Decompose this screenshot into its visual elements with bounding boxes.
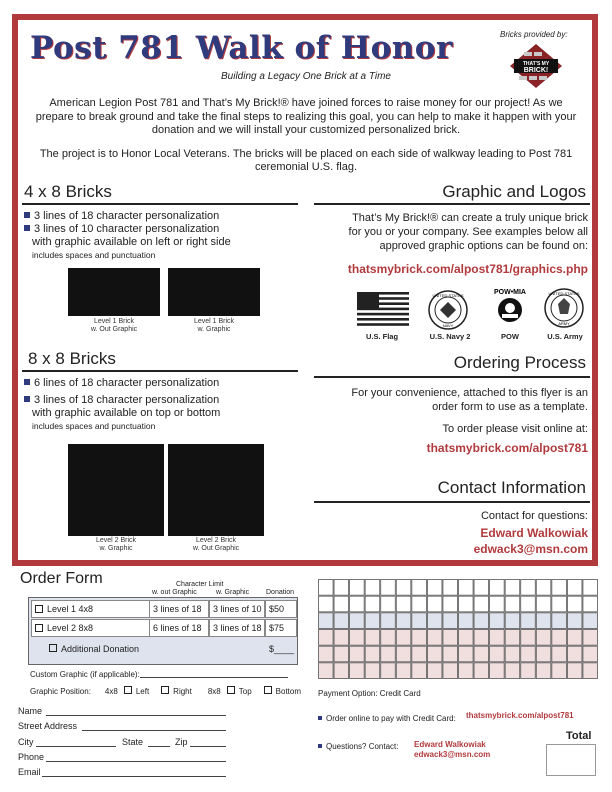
grid-cell[interactable]	[505, 580, 520, 596]
checkbox[interactable]	[124, 686, 132, 694]
state-label: State	[122, 737, 144, 747]
heading-graphics: Graphic and Logos	[442, 182, 586, 201]
additional-amount[interactable]: $____	[269, 644, 295, 654]
row-level1-with: 3 lines of 10	[209, 600, 265, 618]
grid-cell[interactable]	[505, 646, 520, 662]
grid-cell[interactable]	[443, 663, 458, 679]
bullet-text: 3 lines of 18 character personalization	[34, 210, 220, 222]
heading-ordering: Ordering Process	[453, 353, 586, 372]
online-order-link[interactable]: thatsmybrick.com/alpost781	[466, 711, 574, 720]
grid-cell[interactable]	[567, 613, 582, 629]
total-label: Total	[566, 730, 592, 742]
grid-cell[interactable]	[490, 596, 505, 612]
phone-field[interactable]	[46, 761, 226, 762]
navy-emblem-icon	[428, 290, 468, 330]
grid-cell[interactable]	[521, 596, 536, 612]
grid-cell[interactable]	[350, 663, 365, 679]
us-flag-icon	[357, 292, 409, 326]
row-level1-label[interactable]: Level 1 4x8	[31, 600, 175, 618]
brick-image-level1-no-graphic	[68, 268, 160, 316]
grid-cell[interactable]	[474, 596, 489, 612]
grid-cell[interactable]	[381, 580, 396, 596]
grid-cell[interactable]	[412, 613, 427, 629]
row-level2-label[interactable]: Level 2 8x8	[31, 619, 175, 637]
grid-cell[interactable]	[334, 646, 349, 662]
grid-cell[interactable]	[459, 613, 474, 629]
grid-cell[interactable]	[474, 630, 489, 646]
grid-cell[interactable]	[412, 663, 427, 679]
name-field[interactable]	[46, 715, 226, 716]
thats-my-brick-logo	[508, 42, 564, 90]
grid-cell[interactable]	[365, 613, 380, 629]
phone-label: Phone	[18, 752, 45, 762]
col-without-graphic: w. out Graphic	[152, 589, 197, 596]
grid-cell[interactable]	[427, 580, 442, 596]
grid-cell[interactable]	[490, 580, 505, 596]
grid-cell[interactable]	[396, 630, 411, 646]
row-level2-donation: $75	[265, 619, 297, 637]
grid-cell[interactable]	[521, 613, 536, 629]
brick-image-level1-graphic	[168, 268, 260, 316]
bullet-text: 3 lines of 18 character personalization	[34, 394, 220, 406]
grid-cell[interactable]	[459, 596, 474, 612]
grid-cell[interactable]	[567, 646, 582, 662]
bullet-text: 6 lines of 18 character personalization	[34, 377, 220, 389]
brick-caption: Level 2 Brick w. Out Graphic	[192, 537, 240, 552]
checkbox[interactable]	[35, 605, 43, 613]
note-text: includes spaces and punctuation	[32, 421, 156, 431]
grid-cell[interactable]	[521, 663, 536, 679]
bullet-square-icon	[24, 225, 30, 231]
grid-cell[interactable]	[365, 646, 380, 662]
grid-cell[interactable]	[490, 630, 505, 646]
grid-cell[interactable]	[443, 613, 458, 629]
row-level2-without: 6 lines of 18	[149, 619, 209, 637]
grid-cell[interactable]	[552, 580, 567, 596]
graphics-link[interactable]: thatsmybrick.com/alpost781/graphics.php	[347, 262, 588, 276]
additional-donation[interactable]: Additional Donation	[49, 644, 139, 654]
ordering-text: For your convenience, attached to this flyer is an order form to use as a template. To order please visit online at:	[351, 387, 588, 435]
provided-by-label: Bricks provided by:	[500, 30, 568, 39]
grid-cell[interactable]	[396, 596, 411, 612]
grid-cell[interactable]	[365, 630, 380, 646]
contact-name: Edward Walkowiak	[480, 526, 588, 540]
zip-field[interactable]	[190, 746, 226, 747]
contact-text: Contact for questions:	[480, 510, 588, 522]
bullets-4x8	[24, 210, 294, 262]
grid-cell[interactable]	[412, 580, 427, 596]
graphic-position-row: Graphic Position: 4x8 Left Right 8x8 Top Bottom	[30, 686, 302, 696]
subtitle: Building a Legacy One Brick at a Time	[221, 71, 391, 82]
grid-cell[interactable]	[474, 580, 489, 596]
grid-cell[interactable]	[381, 646, 396, 662]
grid-cell[interactable]	[521, 580, 536, 596]
questions-name: Edward Walkowiak	[414, 740, 486, 749]
grid-cell[interactable]	[396, 663, 411, 679]
grid-cell[interactable]	[490, 613, 505, 629]
grid-cell[interactable]	[536, 613, 551, 629]
checkbox[interactable]	[264, 686, 272, 694]
divider	[314, 203, 590, 205]
brick-caption: Level 2 Brick w. Graphic	[95, 537, 137, 552]
grid-cell[interactable]	[552, 630, 567, 646]
grid-cell[interactable]	[552, 613, 567, 629]
grid-cell[interactable]	[334, 613, 349, 629]
grid-cell[interactable]	[427, 630, 442, 646]
heading-4x8: 4 x 8 Bricks	[24, 182, 112, 201]
grid-cell[interactable]	[396, 580, 411, 596]
grid-cell[interactable]	[412, 646, 427, 662]
logo-text-line1: THAT'S MY	[522, 61, 550, 67]
divider	[22, 370, 298, 372]
grid-cell[interactable]	[583, 596, 598, 612]
grid-cell[interactable]	[381, 596, 396, 612]
questions-text: Questions? Contact:	[318, 740, 398, 753]
bullets-8x8	[24, 377, 294, 433]
grid-cell[interactable]	[334, 663, 349, 679]
ordering-link[interactable]: thatsmybrick.com/alpost781	[426, 441, 588, 455]
grid-cell[interactable]	[381, 663, 396, 679]
grid-cell[interactable]	[412, 630, 427, 646]
custom-graphic-label: Custom Graphic (if applicable):	[30, 670, 140, 679]
grid-cell[interactable]	[459, 646, 474, 662]
email-label: Email	[18, 767, 41, 777]
grid-cell[interactable]	[552, 596, 567, 612]
brick-caption: Level 1 Brick w. Out Graphic	[90, 318, 138, 333]
grid-cell[interactable]	[319, 630, 334, 646]
street-field[interactable]	[82, 730, 226, 731]
name-label: Name	[18, 706, 43, 716]
bullet-text-continued: with graphic available on left or right side	[32, 236, 231, 248]
grid-cell[interactable]	[319, 580, 334, 596]
grid-cell[interactable]	[567, 580, 582, 596]
army-ring-text: UNITED STATES	[548, 291, 580, 296]
email-field[interactable]	[42, 776, 226, 777]
grid-cell[interactable]	[365, 580, 380, 596]
grid-cell[interactable]	[459, 580, 474, 596]
total-field[interactable]	[546, 744, 596, 776]
pow-mia-icon	[492, 286, 528, 328]
grid-cell[interactable]	[350, 580, 365, 596]
payment-option: Payment Option: Credit Card	[318, 689, 421, 698]
col-with-graphic: w. Graphic	[216, 589, 250, 596]
grid-cell[interactable]	[583, 646, 598, 662]
grid-cell[interactable]	[552, 663, 567, 679]
grid-cell[interactable]	[536, 580, 551, 596]
grid-cell[interactable]	[427, 663, 442, 679]
grid-cell[interactable]	[396, 646, 411, 662]
navy-word-text: NAVY	[442, 323, 454, 328]
questions-email[interactable]: edwack3@msn.com	[414, 750, 491, 759]
divider	[314, 376, 590, 378]
grid-cell[interactable]	[490, 663, 505, 679]
grid-cell[interactable]	[350, 646, 365, 662]
grid-cell[interactable]	[552, 646, 567, 662]
intro-text	[30, 97, 582, 185]
divider	[22, 203, 298, 205]
bullet-text: 3 lines of 10 character personalization	[34, 223, 220, 235]
grid-cell[interactable]	[334, 596, 349, 612]
col-donation: Donation	[266, 589, 295, 596]
grid-cell[interactable]	[319, 663, 334, 679]
grid-cell[interactable]	[505, 630, 520, 646]
icon-caption: U.S. Navy 2	[429, 332, 471, 341]
grid-cell[interactable]	[567, 630, 582, 646]
grid-cell[interactable]	[350, 596, 365, 612]
grid-cell[interactable]	[474, 663, 489, 679]
grid-cell[interactable]	[319, 646, 334, 662]
grid-cell[interactable]	[381, 630, 396, 646]
note-text: includes spaces and punctuation	[32, 250, 156, 260]
brick-image-level2-no-graphic	[168, 444, 264, 536]
grid-cell[interactable]	[381, 613, 396, 629]
grid-cell[interactable]	[443, 580, 458, 596]
brick-letter-grid[interactable]	[318, 579, 598, 679]
city-label: City	[18, 737, 34, 747]
grid-cell[interactable]	[567, 596, 582, 612]
logo-text-line2: BRICK!	[523, 67, 549, 74]
grid-cell[interactable]	[536, 646, 551, 662]
grid-cell[interactable]	[443, 646, 458, 662]
grid-cell[interactable]	[443, 596, 458, 612]
grid-cell[interactable]	[319, 596, 334, 612]
grid-cell[interactable]	[459, 663, 474, 679]
grid-cell[interactable]	[350, 630, 365, 646]
grid-cell[interactable]	[365, 596, 380, 612]
grid-cell[interactable]	[334, 630, 349, 646]
graphics-text: That’s My Brick!® can create a truly unique brick for you or your company. See examples below all approved graphic options can be found on:	[348, 212, 588, 252]
grid-cell[interactable]	[536, 663, 551, 679]
checkbox[interactable]	[35, 624, 43, 632]
icon-caption: U.S. Flag	[365, 332, 399, 341]
grid-cell[interactable]	[521, 646, 536, 662]
grid-cell[interactable]	[583, 630, 598, 646]
grid-cell[interactable]	[536, 596, 551, 612]
grid-cell[interactable]	[396, 613, 411, 629]
grid-cell[interactable]	[536, 630, 551, 646]
bullet-square-icon	[318, 716, 322, 720]
contact-email[interactable]: edwack3@msn.com	[473, 542, 588, 556]
grid-cell[interactable]	[319, 613, 334, 629]
row-level1-donation: $50	[265, 600, 297, 618]
grid-cell[interactable]	[334, 580, 349, 596]
grid-cell[interactable]	[412, 596, 427, 612]
grid-cell[interactable]	[474, 613, 489, 629]
grid-cell[interactable]	[505, 663, 520, 679]
pow-title-text: POW•MIA	[493, 289, 527, 296]
grid-cell[interactable]	[583, 663, 598, 679]
bullet-text-continued: with graphic available on top or bottom	[32, 407, 221, 419]
navy-ring-text: UNITED STATES	[432, 293, 464, 298]
grid-cell[interactable]	[490, 646, 505, 662]
grid-cell[interactable]	[350, 613, 365, 629]
bullet-square-icon	[24, 212, 30, 218]
zip-label: Zip	[175, 737, 188, 747]
grid-cell[interactable]	[365, 663, 380, 679]
checkbox[interactable]	[49, 644, 57, 652]
brick-image-level2-graphic	[68, 444, 164, 536]
grid-cell[interactable]	[443, 630, 458, 646]
intro-paragraph-2: The project is to Honor Local Veterans. The bricks will be placed on each side of walkway leading to Post 781 ceremonial U.S. flag.	[39, 147, 573, 173]
grid-cell[interactable]	[427, 613, 442, 629]
army-emblem-icon	[544, 288, 584, 328]
grid-cell[interactable]	[505, 613, 520, 629]
grid-cell[interactable]	[505, 596, 520, 612]
grid-cell[interactable]	[567, 663, 582, 679]
icon-caption: U.S. Army	[547, 332, 583, 341]
online-order-text: Order online to pay with Credit Card:	[318, 712, 456, 725]
street-label: Street Address	[18, 721, 78, 731]
brick-caption: Level 1 Brick w. Graphic	[193, 318, 235, 333]
icon-caption: POW	[501, 332, 519, 341]
state-field[interactable]	[148, 746, 170, 747]
city-field[interactable]	[36, 746, 116, 747]
grid-cell[interactable]	[583, 613, 598, 629]
grid-cell[interactable]	[583, 580, 598, 596]
grid-cell[interactable]	[427, 646, 442, 662]
divider	[314, 501, 590, 503]
army-word-text: ARMY	[558, 321, 570, 326]
bullet-square-icon	[24, 396, 30, 402]
char-limit-label: Character Limit	[176, 581, 224, 588]
grid-cell[interactable]	[427, 596, 442, 612]
grid-cell[interactable]	[459, 630, 474, 646]
row-level2-with: 3 lines of 18	[209, 619, 265, 637]
order-form-title: Order Form	[20, 570, 103, 587]
grid-cell[interactable]	[521, 630, 536, 646]
checkbox[interactable]	[161, 686, 169, 694]
bullet-square-icon	[24, 379, 30, 385]
order-table	[28, 597, 298, 665]
heading-8x8: 8 x 8 Bricks	[28, 349, 116, 368]
page-title: Post 781 Walk of Honor	[30, 30, 453, 66]
grid-cell[interactable]	[474, 646, 489, 662]
heading-contact: Contact Information	[437, 478, 586, 497]
row-level1-without: 3 lines of 18	[149, 600, 209, 618]
custom-graphic-field[interactable]	[140, 677, 288, 678]
bullet-square-icon	[318, 744, 322, 748]
intro-paragraph-1: American Legion Post 781 and That’s My Brick!® have joined forces to raise money for our project! As we prepare to break ground and take the final steps to realizing this goal, you can help to make it happen with your donation and we will install your customized personalized brick.	[35, 97, 577, 136]
checkbox[interactable]	[227, 686, 235, 694]
